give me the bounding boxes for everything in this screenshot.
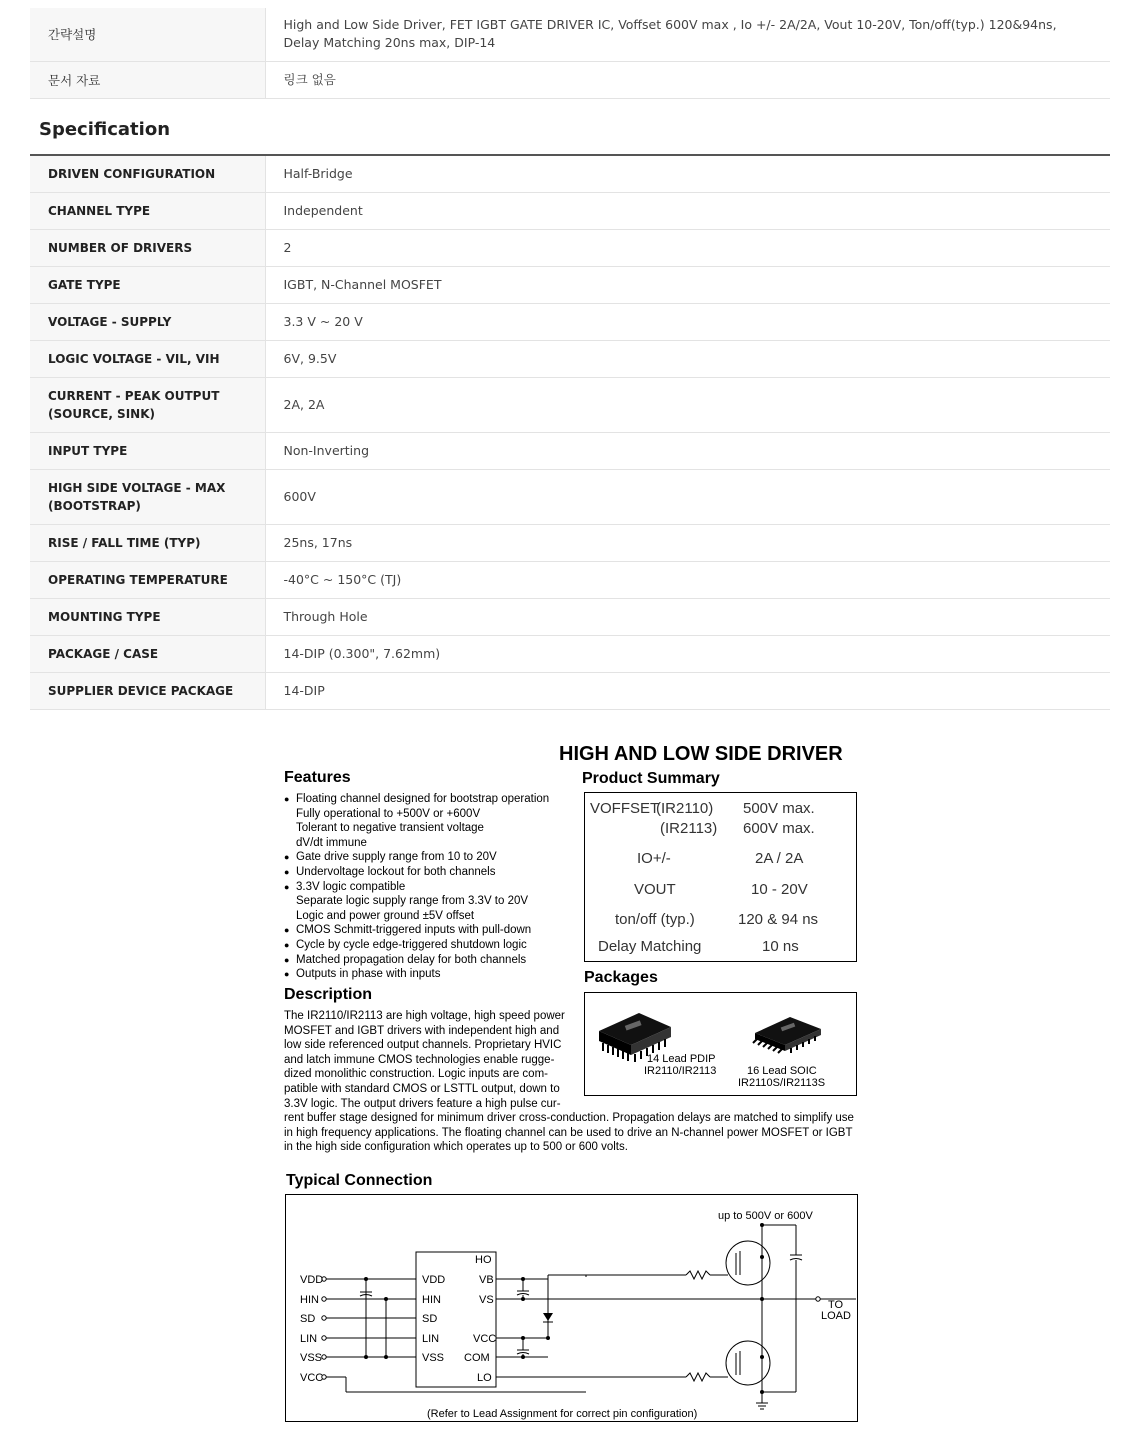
feature-item: Logic and power ground ±5V offset bbox=[296, 909, 475, 922]
spec-value: 14-DIP (0.300", 7.62mm) bbox=[265, 635, 1110, 672]
spec-value: 600V bbox=[265, 469, 1110, 524]
spec-value: 2 bbox=[265, 229, 1110, 266]
spec-row bbox=[30, 303, 1110, 340]
description-line: low side referenced output channels. Proprietary HVIC bbox=[284, 1039, 562, 1052]
pdip-parts: IR2110/IR2113 bbox=[644, 1065, 717, 1077]
spec-row bbox=[30, 635, 1110, 672]
pin-config-note: (Refer to Lead Assignment for correct pin configuration) bbox=[427, 1408, 698, 1420]
product-summary-title: Product Summary bbox=[582, 770, 720, 787]
vout-label: VOUT bbox=[634, 881, 676, 898]
info-label: 간략설명 bbox=[30, 8, 265, 61]
to-label: TO bbox=[828, 1299, 844, 1311]
spec-value: 3.3 V ~ 20 V bbox=[265, 303, 1110, 340]
pin-vcc: VCC bbox=[300, 1372, 324, 1384]
spec-row bbox=[30, 266, 1110, 303]
pin-lin: LIN bbox=[300, 1333, 318, 1345]
spec-label: DRIVEN CONFIGURATION bbox=[30, 155, 265, 192]
spec-label: HIGH SIDE VOLTAGE - MAX (BOOTSTRAP) bbox=[30, 469, 265, 524]
info-row-summary bbox=[30, 8, 1110, 61]
feature-item: ● Outputs in phase with inputs bbox=[284, 967, 574, 982]
packages-title: Packages bbox=[584, 969, 658, 986]
ir2110-label: (IR2110) bbox=[656, 800, 714, 817]
voffset-label: VOFFSET bbox=[590, 800, 660, 817]
spec-value: Non-Inverting bbox=[265, 432, 1110, 469]
pdip-name: 14 Lead PDIP bbox=[647, 1053, 716, 1065]
spec-label: VOLTAGE - SUPPLY bbox=[30, 303, 265, 340]
spec-value: 14-DIP bbox=[265, 672, 1110, 709]
spec-value: 6V, 9.5V bbox=[265, 340, 1110, 377]
feature-item: ● Matched propagation delay for both channels bbox=[284, 953, 574, 968]
spec-label: PACKAGE / CASE bbox=[30, 635, 265, 672]
chip-pin-vs: VS bbox=[479, 1294, 494, 1306]
spec-value: Through Hole bbox=[265, 598, 1110, 635]
chip-pin-vb: VB bbox=[479, 1274, 494, 1286]
pin-hin: HIN bbox=[300, 1294, 319, 1306]
delay-label: Delay Matching bbox=[598, 938, 702, 955]
connection-title: Typical Connection bbox=[286, 1172, 433, 1189]
spec-row bbox=[30, 229, 1110, 266]
chip-pin-vdd: VDD bbox=[422, 1274, 446, 1286]
description-text bbox=[284, 1009, 859, 1155]
features-title: Features bbox=[284, 769, 351, 786]
spec-table bbox=[30, 154, 1110, 710]
soic-parts: IR2110S/IR2113S bbox=[738, 1077, 826, 1089]
section-title: Specification bbox=[39, 119, 171, 140]
spec-label: OPERATING TEMPERATURE bbox=[30, 561, 265, 598]
spec-row bbox=[30, 469, 1110, 524]
ton-value: 120 & 94 ns bbox=[738, 911, 819, 928]
description-line: rent buffer stage designed for minimum driver cross-conduction. Propagation delays are matched to simplify use bbox=[284, 1112, 854, 1125]
info-row-documents bbox=[30, 61, 1110, 98]
feature-item: ● Floating channel designed for bootstrap operation bbox=[284, 792, 574, 807]
feature-item: dV/dt immune bbox=[296, 836, 367, 849]
load-label: LOAD bbox=[821, 1310, 851, 1322]
spec-row bbox=[30, 598, 1110, 635]
description-title: Description bbox=[284, 986, 373, 1003]
typical-connection-diagram bbox=[285, 1194, 858, 1422]
chip-pin-vcc: VCC bbox=[473, 1333, 497, 1345]
feature-item: ● Cycle by cycle edge-triggered shutdown logic bbox=[284, 938, 574, 953]
description-line: in the high side configuration which operates up to 500 or 600 volts. bbox=[284, 1141, 628, 1154]
chip-pin-lin: LIN bbox=[422, 1333, 440, 1345]
spec-value: 2A, 2A bbox=[265, 377, 1110, 432]
chip-pin-hin: HIN bbox=[422, 1294, 441, 1306]
ir2113-label: (IR2113) bbox=[660, 820, 718, 837]
spec-label: RISE / FALL TIME (TYP) bbox=[30, 524, 265, 561]
spec-row bbox=[30, 672, 1110, 709]
spec-row bbox=[30, 561, 1110, 598]
spec-label: SUPPLIER DEVICE PACKAGE bbox=[30, 672, 265, 709]
spec-label: NUMBER OF DRIVERS bbox=[30, 229, 265, 266]
spec-value: Half-Bridge bbox=[265, 155, 1110, 192]
feature-item: ● Gate drive supply range from 10 to 20V bbox=[284, 850, 574, 865]
info-value: 링크 없음 bbox=[265, 61, 1110, 98]
voffset-2110-value: 500V max. bbox=[743, 800, 815, 817]
spec-label: MOUNTING TYPE bbox=[30, 598, 265, 635]
product-summary-box bbox=[584, 792, 857, 962]
info-label: 문서 자료 bbox=[30, 61, 265, 98]
spec-row bbox=[30, 432, 1110, 469]
vout-value: 10 - 20V bbox=[751, 881, 808, 898]
info-value: High and Low Side Driver, FET IGBT GATE DRIVER IC, Voffset 600V max , Io +/- 2A/2A, Vout 10-20V, Ton/off(typ.) 120&94ns, Delay Matching 20ns max, DIP-14 bbox=[265, 8, 1110, 61]
description-line: The IR2110/IR2113 are high voltage, high speed power bbox=[284, 1010, 565, 1022]
feature-item: ● 3.3V logic compatible bbox=[284, 880, 574, 895]
io-label: IO+/- bbox=[637, 850, 671, 867]
io-value: 2A / 2A bbox=[755, 850, 804, 867]
chip-pin-ho: HO bbox=[475, 1254, 492, 1266]
description-line: 3.3V logic. The output drivers feature a high pulse cur- bbox=[284, 1097, 561, 1110]
feature-item: ● CMOS Schmitt-triggered inputs with pull-down bbox=[284, 923, 574, 938]
description-line: and latch immune CMOS technologies enable rugge- bbox=[284, 1053, 555, 1066]
chip-pin-lo: LO bbox=[477, 1372, 492, 1384]
feature-item: Fully operational to +500V or +600V bbox=[296, 807, 481, 820]
feature-item: ● Undervoltage lockout for both channels bbox=[284, 865, 574, 880]
description-line: patible with standard CMOS or LSTTL output, down to bbox=[284, 1082, 560, 1095]
pin-vss: VSS bbox=[300, 1352, 323, 1364]
spec-label: CHANNEL TYPE bbox=[30, 192, 265, 229]
features-list bbox=[284, 792, 574, 982]
spec-value: IGBT, N-Channel MOSFET bbox=[265, 266, 1110, 303]
ton-label: ton/off (typ.) bbox=[615, 911, 695, 928]
circuit-schematic bbox=[286, 1195, 857, 1421]
low-side-mosfet bbox=[726, 1341, 770, 1385]
spec-label: GATE TYPE bbox=[30, 266, 265, 303]
diode-icon bbox=[543, 1313, 553, 1321]
spec-value: Independent bbox=[265, 192, 1110, 229]
spec-row bbox=[30, 340, 1110, 377]
spec-label: LOGIC VOLTAGE - VIL, VIH bbox=[30, 340, 265, 377]
pin-vdd: VDD bbox=[300, 1274, 324, 1286]
datasheet-title: HIGH AND LOW SIDE DRIVER bbox=[559, 743, 843, 765]
description-line: MOSFET and IGBT drivers with independent high and bbox=[284, 1024, 560, 1037]
voffset-2113-value: 600V max. bbox=[743, 820, 815, 837]
spec-value: -40°C ~ 150°C (TJ) bbox=[265, 561, 1110, 598]
pin-sd: SD bbox=[300, 1313, 316, 1325]
delay-value: 10 ns bbox=[762, 938, 799, 955]
description-line: in high frequency applications. The floating channel can be used to drive an N-channel power MOSFET or IGBT bbox=[284, 1126, 853, 1139]
description-line: dized monolithic construction. Logic inputs are com- bbox=[284, 1068, 548, 1081]
spec-row bbox=[30, 524, 1110, 561]
supply-note: up to 500V or 600V bbox=[718, 1210, 813, 1222]
spec-row bbox=[30, 155, 1110, 192]
spec-row bbox=[30, 192, 1110, 229]
spec-row bbox=[30, 377, 1110, 432]
high-side-mosfet bbox=[726, 1241, 770, 1285]
feature-item: Tolerant to negative transient voltage bbox=[296, 822, 484, 835]
chip-pin-vss: VSS bbox=[422, 1352, 445, 1364]
feature-item: Separate logic supply range from 3.3V to 20V bbox=[296, 895, 529, 908]
spec-label: INPUT TYPE bbox=[30, 432, 265, 469]
product-info-table bbox=[30, 8, 1110, 99]
chip-pin-sd: SD bbox=[422, 1313, 438, 1325]
spec-label: CURRENT - PEAK OUTPUT (SOURCE, SINK) bbox=[30, 377, 265, 432]
soic-name: 16 Lead SOIC bbox=[747, 1065, 817, 1077]
spec-value: 25ns, 17ns bbox=[265, 524, 1110, 561]
chip-pin-com: COM bbox=[464, 1352, 490, 1364]
